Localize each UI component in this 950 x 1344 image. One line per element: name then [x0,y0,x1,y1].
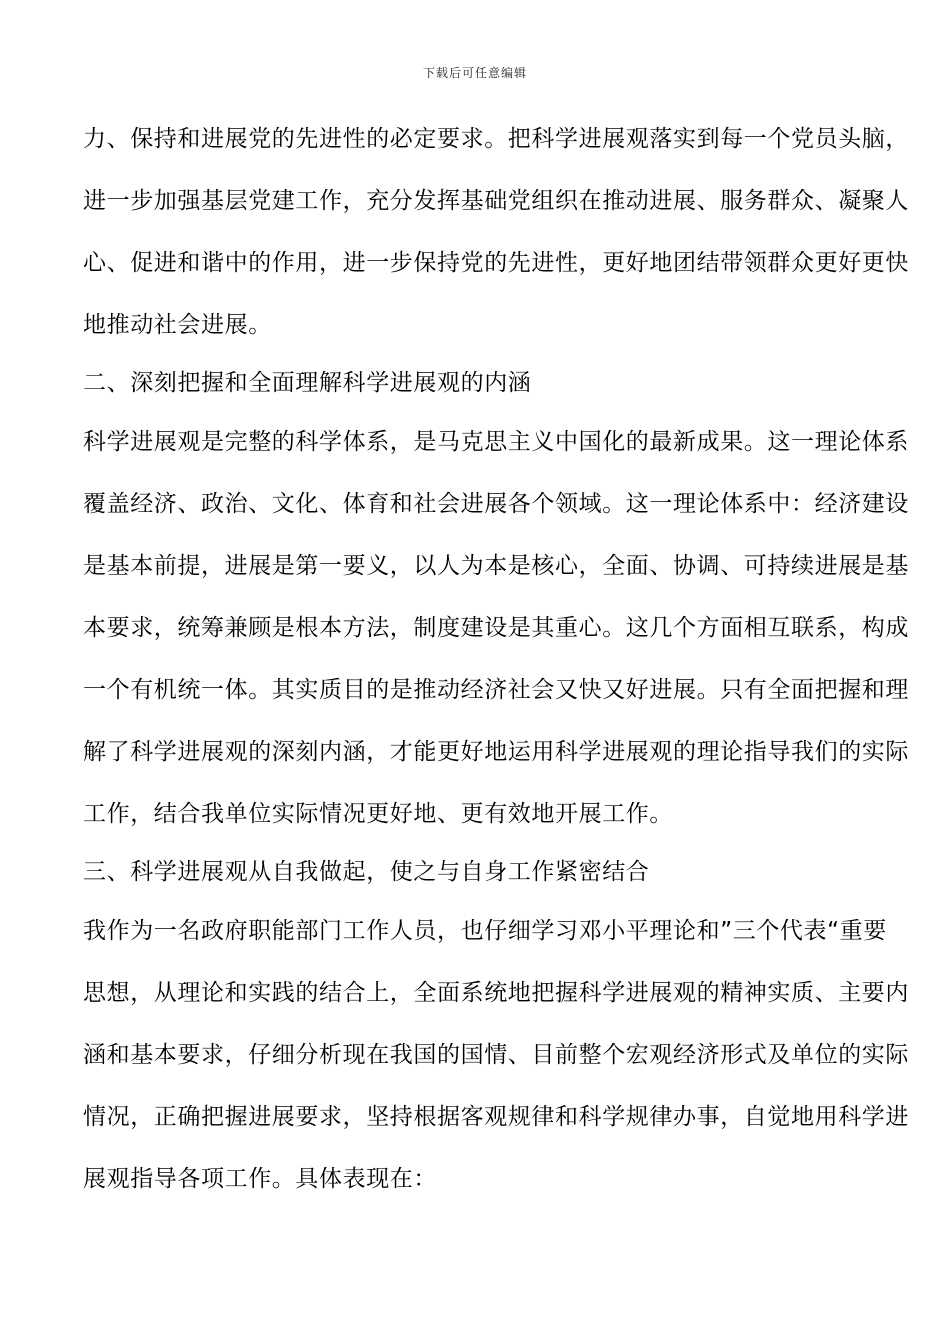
body-line: 工作，结合我单位实际情况更好地、更有效地开展工作。 [83,801,673,827]
section-heading: 二、深刻把握和全面理解科学进展观的内涵 [83,370,532,396]
body-line: 进一步加强基层党建工作，充分发挥基础党组织在推动进展、服务群众、凝聚人 [83,188,909,214]
body-line: 力、保持和进展党的先进性的必定要求。把科学进展观落实到每一个党员头脑， [83,126,909,152]
body-line: 我作为一名政府职能部门工作人员，也仔细学习邓小平理论和”三个代表“重要 [83,918,887,944]
section-heading: 三、科学进展观从自我做起，使之与自身工作紧密结合 [83,859,650,885]
body-line: 解了科学进展观的深刻内涵，才能更好地运用科学进展观的理论指导我们的实际 [83,739,909,765]
page-header: 下载后可任意编辑 [422,66,527,80]
body-line: 是基本前提，进展是第一要义，以人为本是核心，全面、协调、可持续进展是基 [83,553,909,579]
body-line: 思想，从理论和实践的结合上，全面系统地把握科学进展观的精神实质、主要内 [83,980,909,1006]
body-line: 情况，正确把握进展要求，坚持根据客观规律和科学规律办事，自觉地用科学进 [83,1104,909,1130]
body-line: 本要求，统筹兼顾是根本方法，制度建设是其重心。这几个方面相互联系，构成 [83,615,909,641]
body-line: 科学进展观是完整的科学体系，是马克思主义中国化的最新成果。这一理论体系 [83,429,909,455]
body-line: 一个有机统一体。其实质目的是推动经济社会又快又好进展。只有全面把握和理 [83,677,909,703]
body-line: 涵和基本要求，仔细分析现在我国的国情、目前整个宏观经济形式及单位的实际 [83,1042,909,1068]
body-line: 展观指导各项工作。具体表现在： [83,1166,437,1192]
body-line: 心、促进和谐中的作用，进一步保持党的先进性，更好地团结带领群众更好更快 [83,250,909,276]
body-line: 地推动社会进展。 [83,312,272,338]
body-line: 覆盖经济、政治、文化、体育和社会进展各个领域。这一理论体系中：经济建设 [83,491,909,517]
